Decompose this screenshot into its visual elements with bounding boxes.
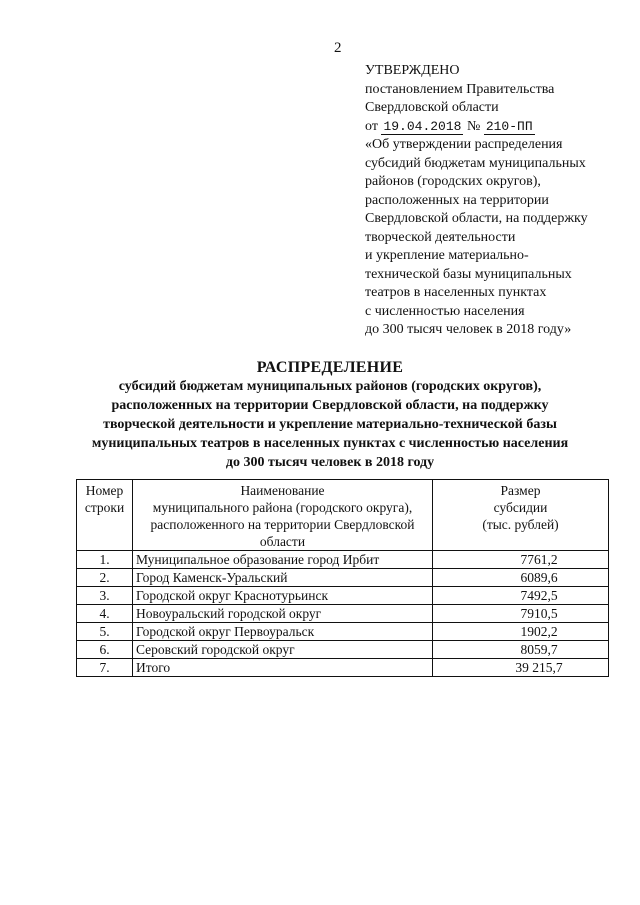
approval-line-2: Свердловской области (365, 100, 499, 115)
approval-number: 210-ПП (485, 118, 533, 134)
quote-line: с численностью населения (365, 303, 525, 319)
row-amount: 8059,7 (433, 641, 609, 659)
approval-date-line (365, 118, 627, 137)
number-prefix: № (466, 118, 481, 134)
quote-line: и укрепление материально- (365, 248, 529, 263)
heading-line: муниципальных театров в населенных пунктах с численностью населения (91, 436, 569, 451)
subsidies-table (76, 479, 609, 677)
quote-line: «Об утверждении распределения (365, 137, 563, 152)
row-number: 2. (77, 569, 133, 587)
row-number: 1. (77, 551, 133, 569)
row-amount: 7761,2 (433, 551, 609, 569)
approval-heading: УТВЕРЖДЕНО (365, 63, 460, 78)
page-number: 2 (334, 40, 342, 56)
approval-date: 19.04.2018 (383, 118, 462, 134)
row-amount: 7910,5 (433, 605, 609, 623)
table-row (77, 641, 609, 659)
row-name: Новоуральский городской округ (133, 605, 433, 623)
approval-quote (365, 136, 627, 340)
quote-line: технической базы муниципальных (365, 266, 572, 282)
document-title: РАСПРЕДЕЛЕНИЕ (256, 359, 404, 376)
row-name: Итого (133, 659, 433, 677)
heading-line: расположенных на территории Свердловской области, на поддержку (111, 398, 549, 413)
row-amount: 6089,6 (433, 569, 609, 587)
row-number: 3. (77, 587, 133, 605)
quote-line: Свердловской области, на поддержку (365, 211, 588, 226)
approval-line-1: постановлением Правительства (365, 81, 555, 97)
table-row (77, 587, 609, 605)
table-row (77, 605, 609, 623)
quote-line: районов (городских округов), (365, 174, 541, 189)
table-header-row (77, 480, 609, 551)
heading-line: до 300 тысяч человек в 2018 году (225, 455, 435, 470)
approval-block (365, 62, 627, 340)
table-row (77, 551, 609, 569)
row-name: Муниципальное образование город Ирбит (133, 551, 433, 569)
document-heading (60, 358, 600, 472)
table-row (77, 569, 609, 587)
row-name: Серовский городской округ (133, 641, 433, 659)
heading-line: субсидий бюджетам муниципальных районов (городских округов), (118, 379, 542, 394)
heading-line: творческой деятельности и укрепление материально-технической базы (103, 417, 557, 432)
header-name: Наименование муниципального района (городского округа), расположенного на территории Свердловской области (133, 480, 433, 551)
row-amount: 7492,5 (433, 587, 609, 605)
row-name: Город Каменск-Уральский (133, 569, 433, 587)
row-amount: 39 215,7 (433, 659, 609, 677)
date-prefix: от (365, 118, 378, 134)
quote-line: субсидий бюджетам муниципальных (365, 155, 586, 171)
quote-line: творческой деятельности (365, 229, 516, 245)
header-row-number: Номер строки (77, 480, 133, 551)
table-row-total (77, 659, 609, 677)
row-number: 4. (77, 605, 133, 623)
quote-line: театров в населенных пунктах (365, 285, 547, 300)
row-name: Городской округ Первоуральск (133, 623, 433, 641)
row-number: 6. (77, 641, 133, 659)
row-number: 7. (77, 659, 133, 677)
header-amount: Размер субсидии (тыс. рублей) (433, 480, 609, 551)
row-name: Городской округ Краснотурьинск (133, 587, 433, 605)
row-number: 5. (77, 623, 133, 641)
row-amount: 1902,2 (433, 623, 609, 641)
quote-line: до 300 тысяч человек в 2018 году» (365, 322, 572, 337)
table-row (77, 623, 609, 641)
quote-line: расположенных на территории (365, 192, 549, 208)
